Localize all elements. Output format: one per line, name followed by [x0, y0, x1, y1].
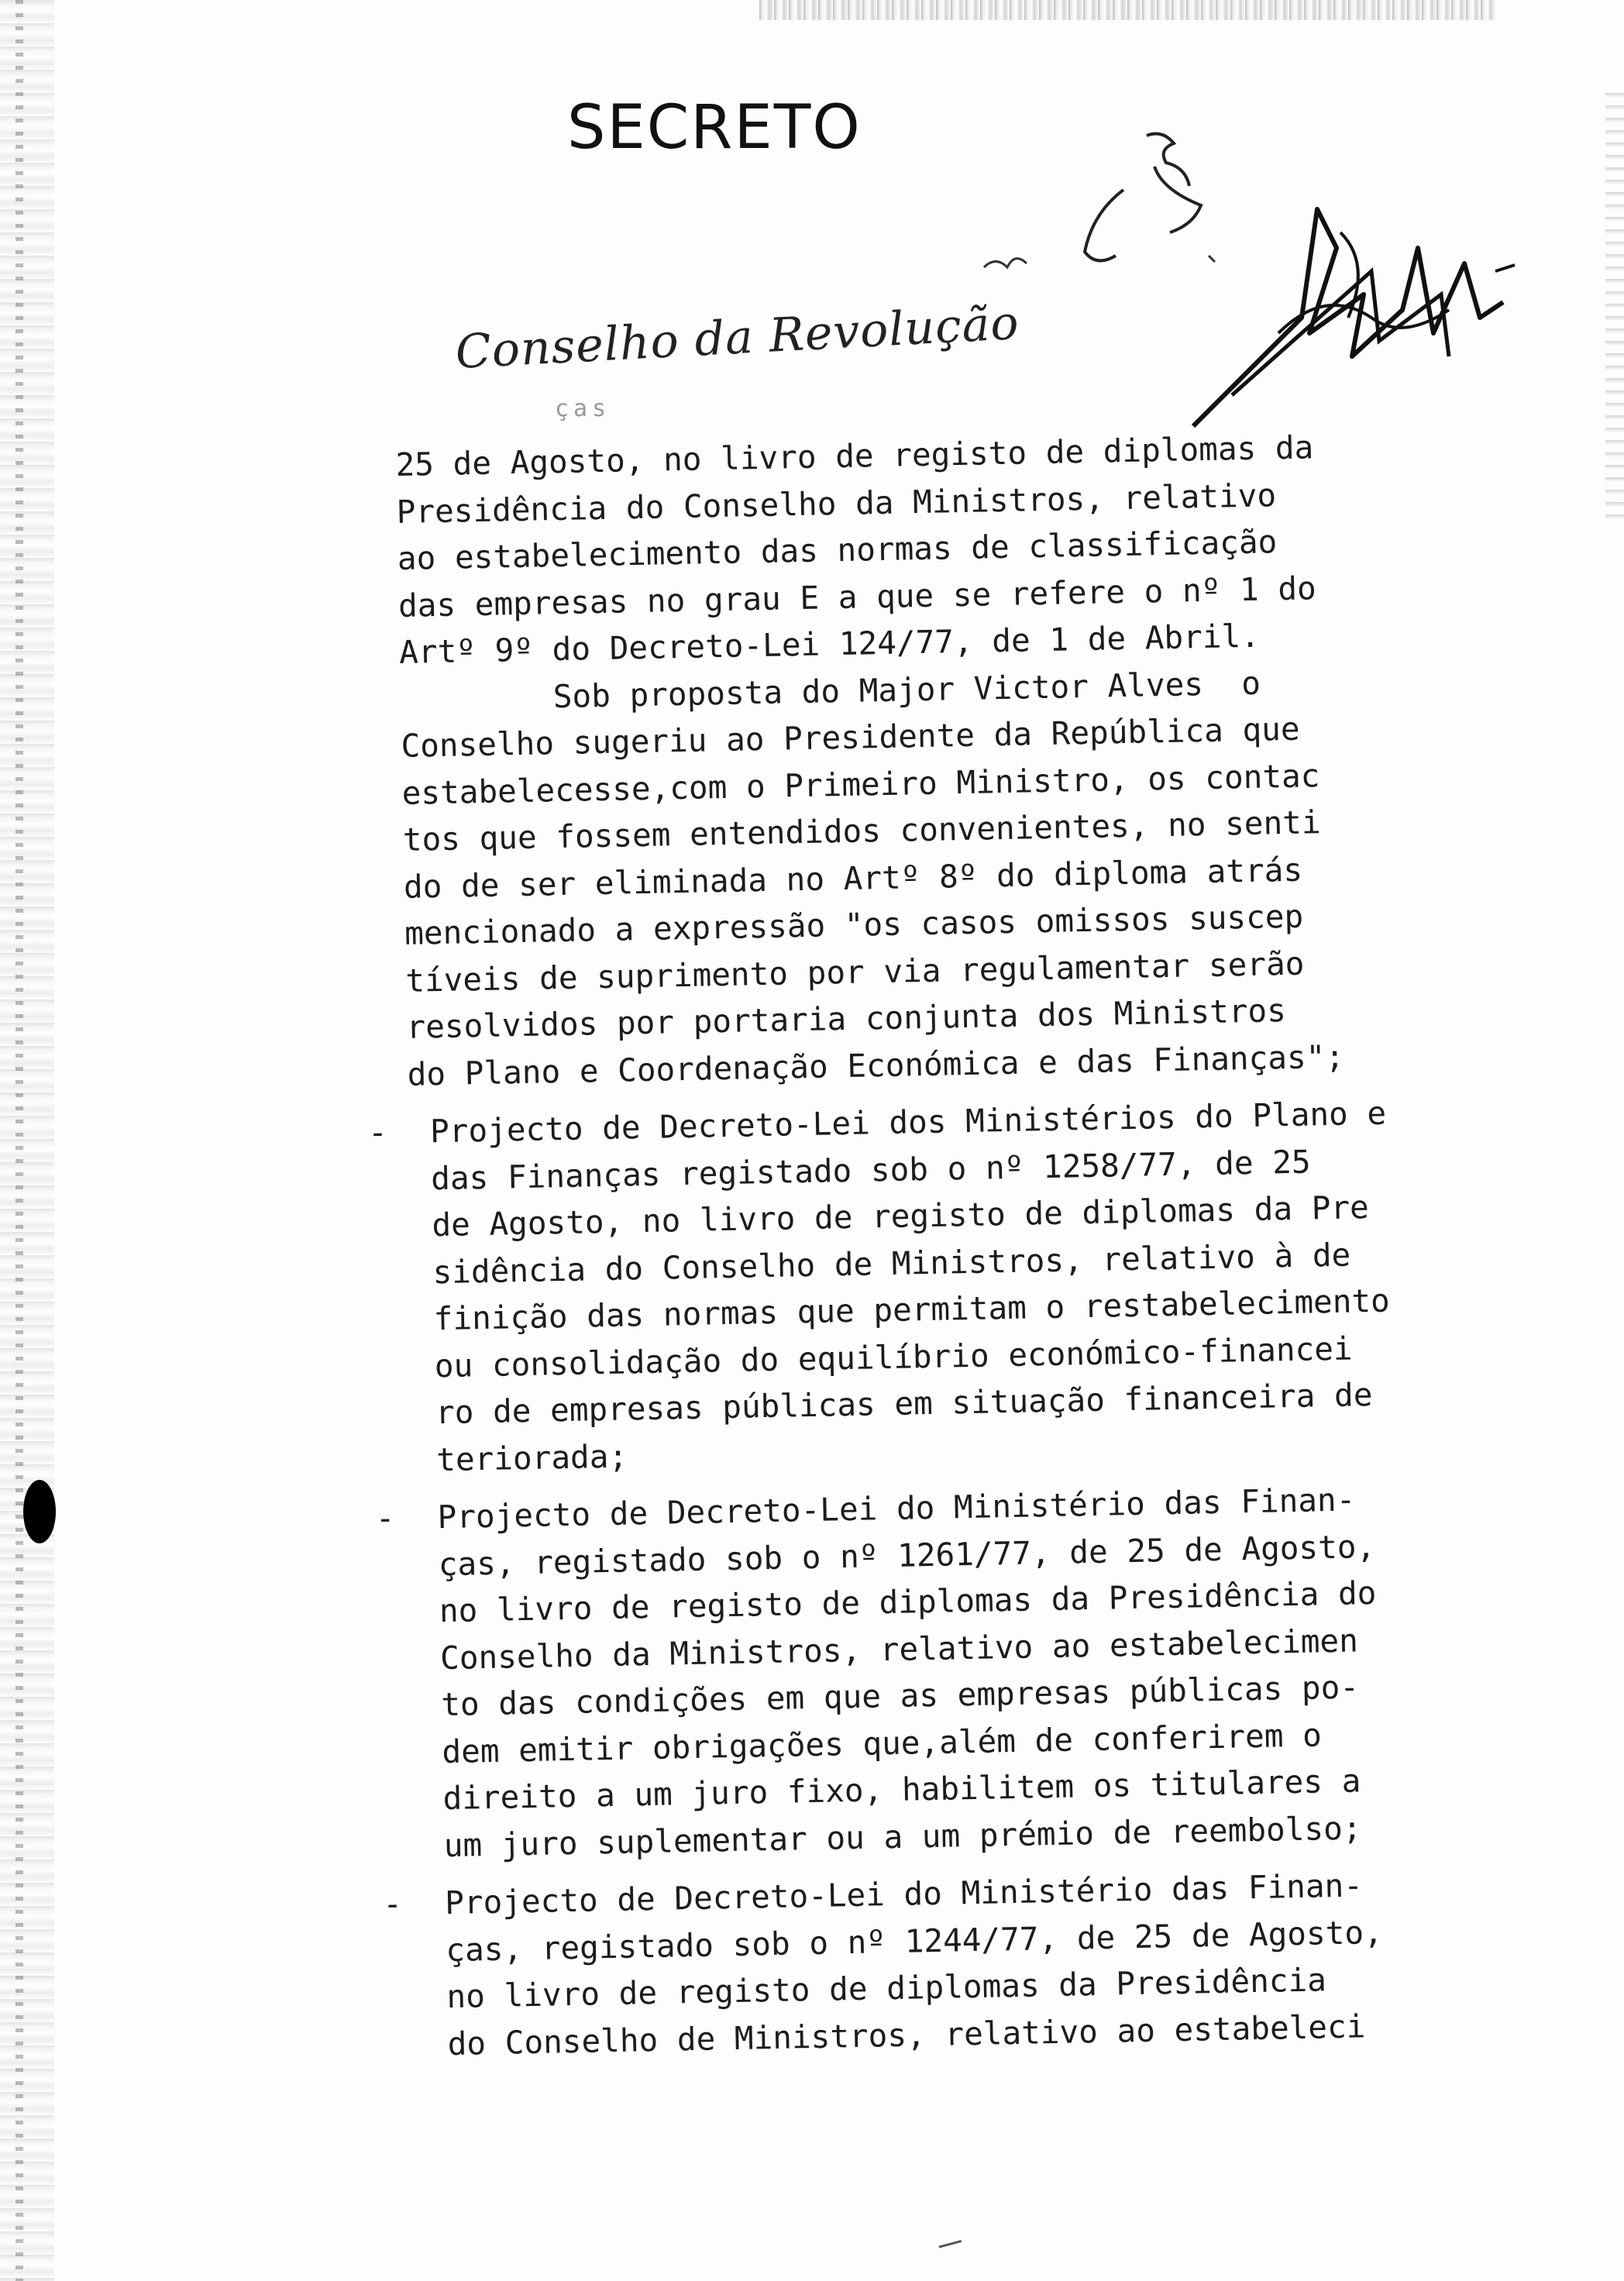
- faded-text: ças: [555, 395, 611, 422]
- punch-hole: [23, 1480, 56, 1543]
- text-line: Conselho sugeriu ao Presidente da República que: [401, 710, 1300, 765]
- bullet-dash: -: [367, 1113, 388, 1151]
- text-line: finição das normas que permitam o restabelecimento: [433, 1282, 1391, 1338]
- text-line: no livro de registo de diplomas da Presidência do: [439, 1574, 1377, 1630]
- text-line: 25 de Agosto, no livro de registo de diplomas da: [395, 428, 1314, 483]
- text-line: do Conselho de Ministros, relativo ao estabeleci: [447, 2007, 1366, 2063]
- list-item-decree-1261: [375, 1474, 1507, 1870]
- text-line: Sob proposta do Major Victor Alves o: [399, 664, 1261, 718]
- text-line: Conselho da Ministros, relativo ao estabelecimen: [439, 1621, 1359, 1677]
- text-line: dem emitir obrigações que,além de conferirem o: [442, 1715, 1323, 1770]
- text-line: ao estabelecimento das normas de classificação: [397, 523, 1278, 577]
- scan-left-edge-noise: [0, 0, 54, 2281]
- text-line: sidência do Conselho de Ministros, relativo à de: [432, 1236, 1351, 1291]
- text-line: ças, registado sob o nº 1244/77, de 25 de Agosto,: [445, 1913, 1384, 1969]
- classification-stamp: SECRETO: [567, 93, 862, 163]
- scan-top-edge-noise: [759, 0, 1495, 20]
- text-line: to das condições em que as empresas públicas po-: [440, 1668, 1360, 1724]
- handwritten-signature: [1185, 201, 1519, 434]
- text-line: do de ser eliminada no Artº 8º do diploma atrás: [403, 851, 1303, 906]
- scan-right-edge-noise: [1605, 93, 1624, 527]
- text-line: mencionado a expressão "os casos omissos suscep: [404, 897, 1304, 952]
- text-line: ças, registado sob o nº 1261/77, de 25 de Agosto,: [438, 1527, 1376, 1583]
- text-line: teriorada;: [435, 1436, 628, 1478]
- document-body: [367, 421, 1511, 2067]
- handwritten-heading: Conselho da Revolução: [454, 295, 1021, 380]
- list-item-decree-1244: [382, 1860, 1511, 2068]
- text-line: ou consolidação do equilíbrio económico-financei: [434, 1330, 1353, 1385]
- text-line: de Agosto, no livro de registo de diplomas da Pre: [431, 1189, 1370, 1244]
- list-item-decree-1258: [367, 1088, 1500, 1484]
- text-line: Projecto de Decreto-Lei do Ministério das Finan-: [444, 1866, 1364, 1922]
- scan-left-edge-marks: [15, 0, 23, 2281]
- text-line: resolvidos por portaria conjunta dos Ministros: [406, 992, 1287, 1046]
- paragraph-proposal-victor-alves: [400, 655, 1492, 1098]
- bullet-dash: -: [382, 1885, 403, 1923]
- text-line: Artº 9º do Decreto-Lei 124/77, de 1 de Abril.: [398, 617, 1261, 671]
- text-line: no livro de registo de diplomas da Presidência: [446, 1961, 1327, 2016]
- text-line: das empresas no grau E a que se refere o nº 1 do: [397, 569, 1317, 624]
- text-line: do Plano e Coordenação Económica e das Finanças";: [407, 1037, 1345, 1093]
- text-line: Projecto de Decreto-Lei dos Ministérios do Plano e: [429, 1094, 1387, 1151]
- paragraph-decree-classification: [395, 421, 1485, 676]
- scan-mark: [937, 2232, 962, 2248]
- text-line: tos que fossem entendidos convenientes, no senti: [402, 803, 1321, 858]
- text-line: ro de empresas públicas em situação financeira de: [435, 1376, 1373, 1432]
- text-line: direito a um juro fixo, habilitem os titulares a: [442, 1762, 1361, 1818]
- text-line: das Finanças registado sob o nº 1258/77, de 25: [430, 1142, 1311, 1197]
- text-line: Presidência do Conselho da Ministros, relativo: [396, 476, 1277, 531]
- text-line: Projecto de Decreto-Lei do Ministério das Finan-: [437, 1481, 1356, 1536]
- bullet-dash: -: [375, 1499, 395, 1537]
- text-line: estabelecesse,com o Primeiro Ministro, os contac: [401, 756, 1320, 812]
- text-line: um juro suplementar ou a um prémio de reembolso;: [443, 1808, 1362, 1864]
- text-line: tíveis de suprimento por via regulamentar serão: [404, 944, 1305, 999]
